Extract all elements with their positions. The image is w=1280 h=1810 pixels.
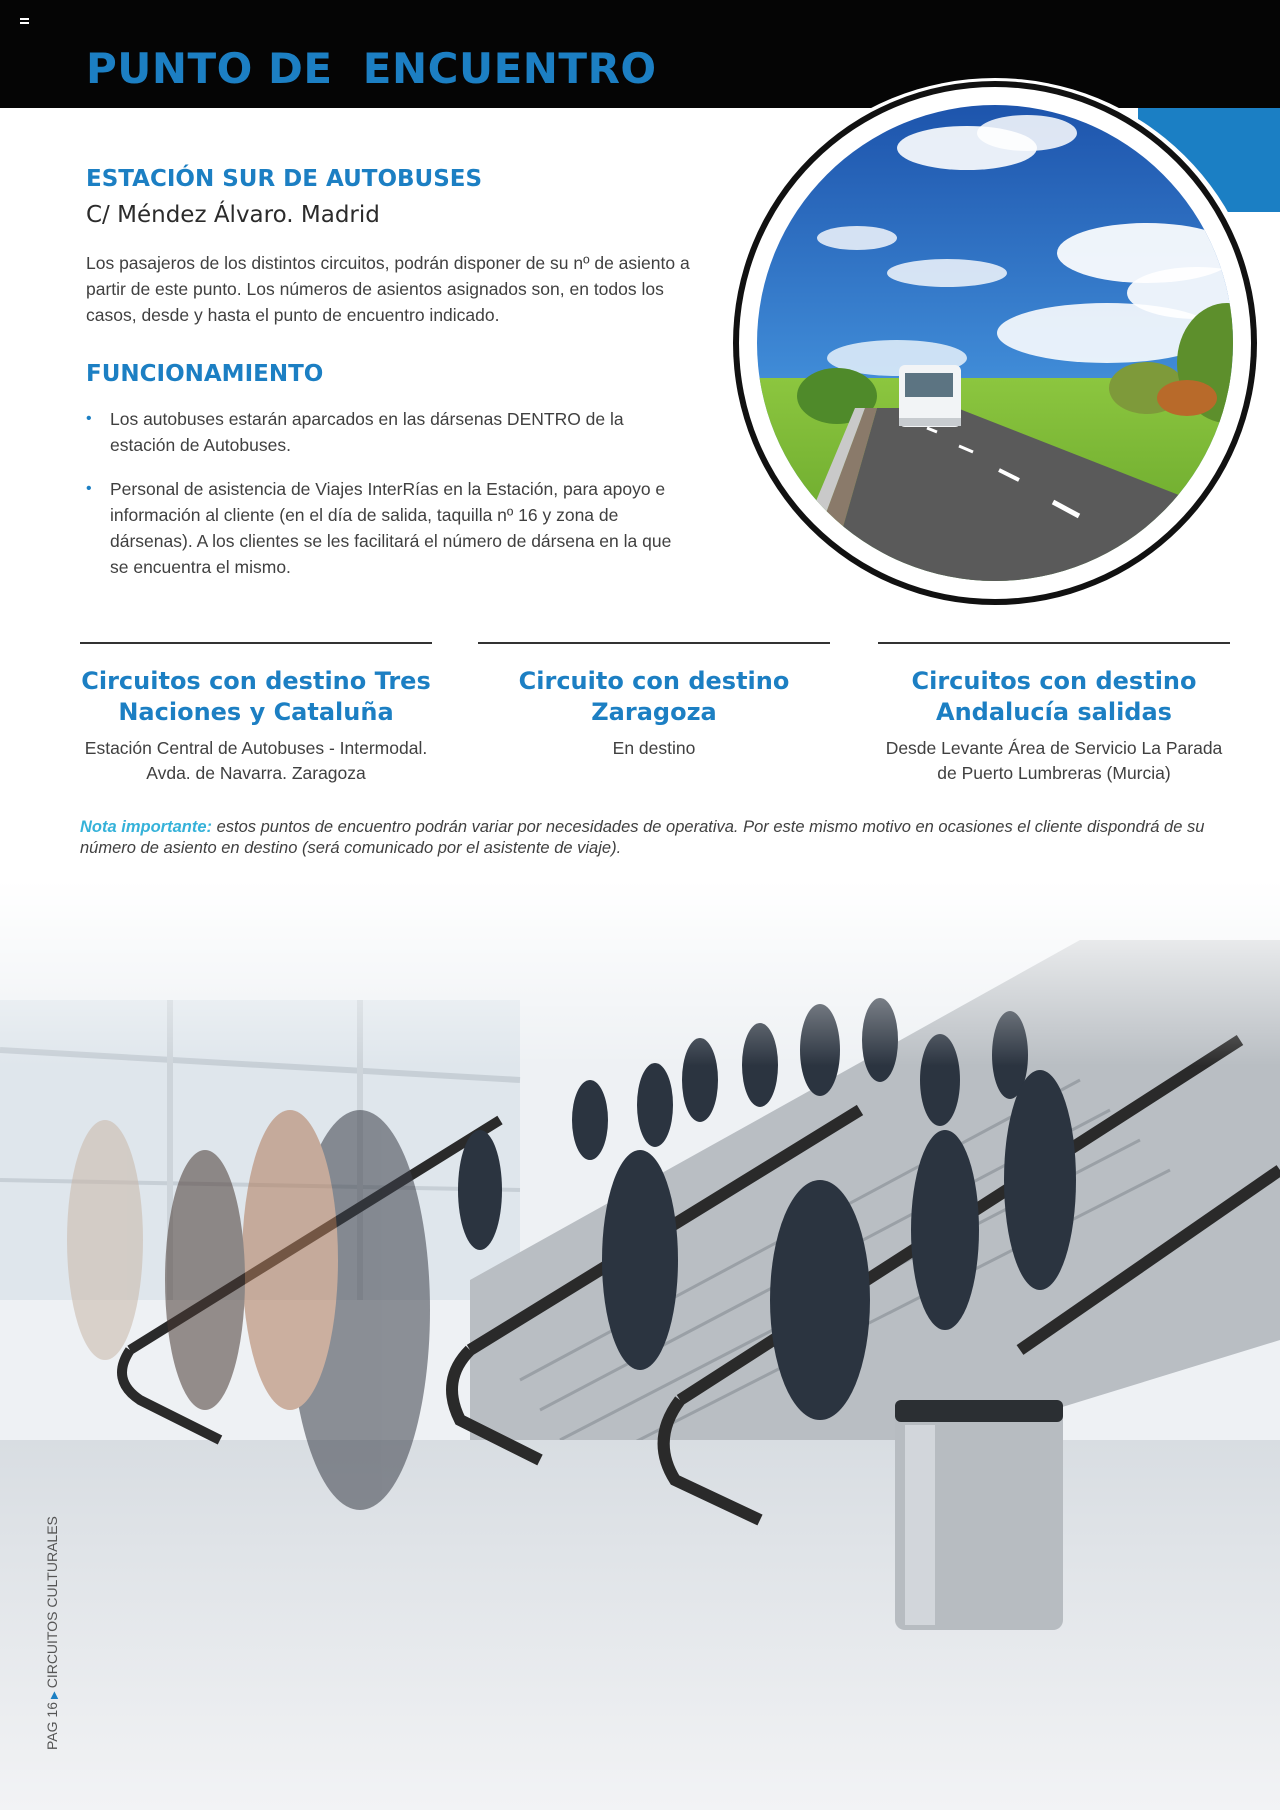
triangle-right-icon: ▶ xyxy=(49,1691,60,1699)
important-note xyxy=(80,817,1210,859)
menu-icon[interactable] xyxy=(20,18,29,24)
destination-title: Circuitos con destino Tres Naciones y Cataluña xyxy=(81,667,431,726)
destination-column xyxy=(80,642,432,786)
destination-column xyxy=(478,642,830,761)
section-name: CIRCUITOS CULTURALES xyxy=(44,1516,60,1689)
destination-title: Circuito con destino Zaragoza xyxy=(518,667,790,726)
destination-text: Estación Central de Autobuses - Intermodal. Avda. de Navarra. Zaragoza xyxy=(84,738,428,783)
station-description: Los pasajeros de los distintos circuitos, podrán disponer de su nº de asiento a partir de este punto. Los números de asientos asignados son, en todos los casos, desde y hasta el punto de encuentro indicado. xyxy=(86,253,690,325)
note-label: Nota importante: xyxy=(80,818,212,836)
list-item xyxy=(86,476,686,580)
station-address: C/ Méndez Álvaro. Madrid xyxy=(86,202,380,228)
bus-road-photo xyxy=(727,78,1263,608)
destination-text: Desde Levante Área de Servicio La Parada de Puerto Lumbreras (Murcia) xyxy=(885,738,1223,783)
funcionamiento-heading: FUNCIONAMIENTO xyxy=(86,361,324,387)
destination-text: En destino xyxy=(612,738,696,758)
column-divider xyxy=(878,642,1230,644)
column-divider xyxy=(478,642,830,644)
page-title: PUNTO DE ENCUENTRO xyxy=(86,44,657,93)
bullet-icon: • xyxy=(86,410,92,427)
list-item-text: Personal de asistencia de Viajes InterRías en la Estación, para apoyo e información al cliente (en el día de salida, taquilla nº 16 y zona de dársenas). A los clientes se les facilitará el número de dársena en la que se encuentra el mismo. xyxy=(110,479,672,577)
note-text: estos puntos de encuentro podrán variar por necesidades de operativa. Por este mismo motivo en ocasiones el cliente dispondrá de su número de asiento en destino (será comunicado por el asistente de viaje). xyxy=(80,818,1205,857)
destination-title: Circuitos con destino Andalucía salidas xyxy=(911,667,1197,726)
page-footer-label xyxy=(44,1516,60,1750)
destination-column xyxy=(878,642,1230,786)
station-heading: ESTACIÓN SUR DE AUTOBUSES xyxy=(86,166,483,192)
column-divider xyxy=(80,642,432,644)
list-item-text: Los autobuses estarán aparcados en las dársenas DENTRO de la estación de Autobuses. xyxy=(110,409,624,455)
page-number: PAG 16 xyxy=(44,1702,60,1750)
escalator-photo xyxy=(0,880,1280,1810)
list-item xyxy=(86,406,686,458)
bullet-icon: • xyxy=(86,480,92,497)
funcionamiento-list xyxy=(86,406,686,598)
